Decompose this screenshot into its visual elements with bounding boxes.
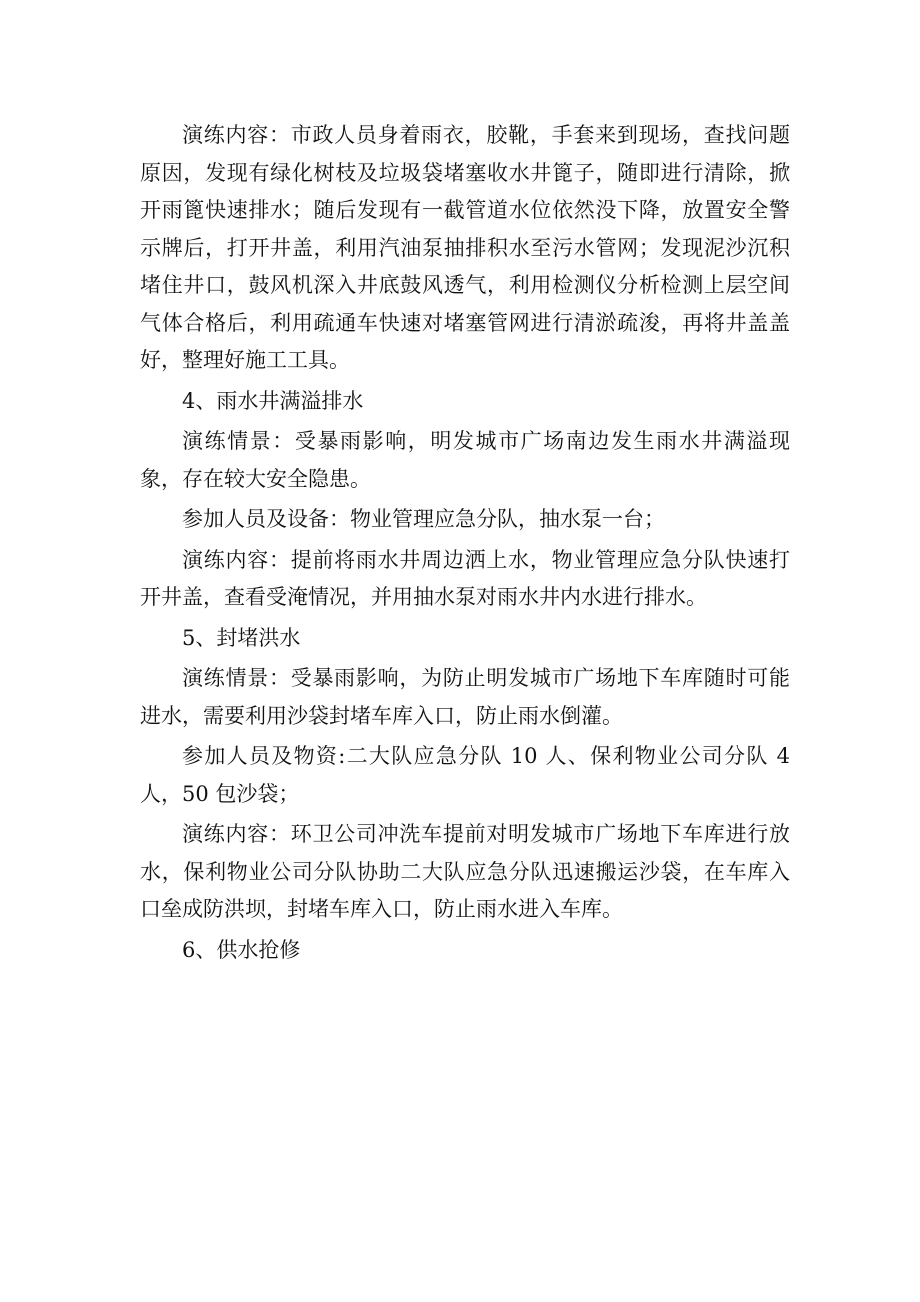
- paragraph-drill-content-well: 演练内容：提前将雨水井周边洒上水，物业管理应急分队快速打开井盖，查看受淹情况，并用抽水泵对雨水井内水进行排水。: [140, 547, 790, 609]
- section-heading-flood-blocking: 5、封堵洪水: [182, 625, 301, 650]
- paragraph-drill-content-garage: 演练内容：环卫公司冲洗车提前对明发城市广场地下车库进行放水，保利物业公司分队协助二大队应急分队迅速搬运沙袋，在车库入口垒成防洪坝，封堵车库入口，防止雨水进入车库。: [140, 822, 790, 921]
- paragraph-drill-scenario-well: 演练情景：受暴雨影响，明发城市广场南边发生雨水井满溢现象，存在较大安全隐患。: [140, 429, 790, 491]
- paragraph-drill-scenario-garage: 演练情景：受暴雨影响，为防止明发城市广场地下车库随时可能进水，需要利用沙袋封堵车库入口，防止雨水倒灌。: [140, 666, 790, 728]
- paragraph-participants-materials: 参加人员及物资:二大队应急分队 10 人、保利物业公司分队 4 人，50 包沙袋；: [140, 744, 790, 806]
- document-body: [140, 117, 790, 969]
- paragraph-participants-equipment: 参加人员及设备：物业管理应急分队，抽水泵一台；: [182, 507, 665, 531]
- section-heading-water-supply-repair: 6、供水抢修: [182, 937, 301, 962]
- section-heading-rainwater-well-overflow: 4、雨水井满溢排水: [182, 388, 364, 413]
- paragraph-drill-content-municipal: 演练内容：市政人员身着雨衣，胶靴，手套来到现场，查找问题原因，发现有绿化树枝及垃圾袋堵塞收水井篦子，随即进行清除，掀开雨篦快速排水；随后发现有一截管道水位依然没下降，放置安全警示牌后，打开井盖，利用汽油泵抽排积水至污水管网；发现泥沙沉积堵住井口，鼓风机深入井底鼓风透气，利用检测仪分析检测上层空间气体合格后，利用疏通车快速对堵塞管网进行清淤疏浚，再将井盖盖好，整理好施工工具。: [140, 123, 790, 372]
